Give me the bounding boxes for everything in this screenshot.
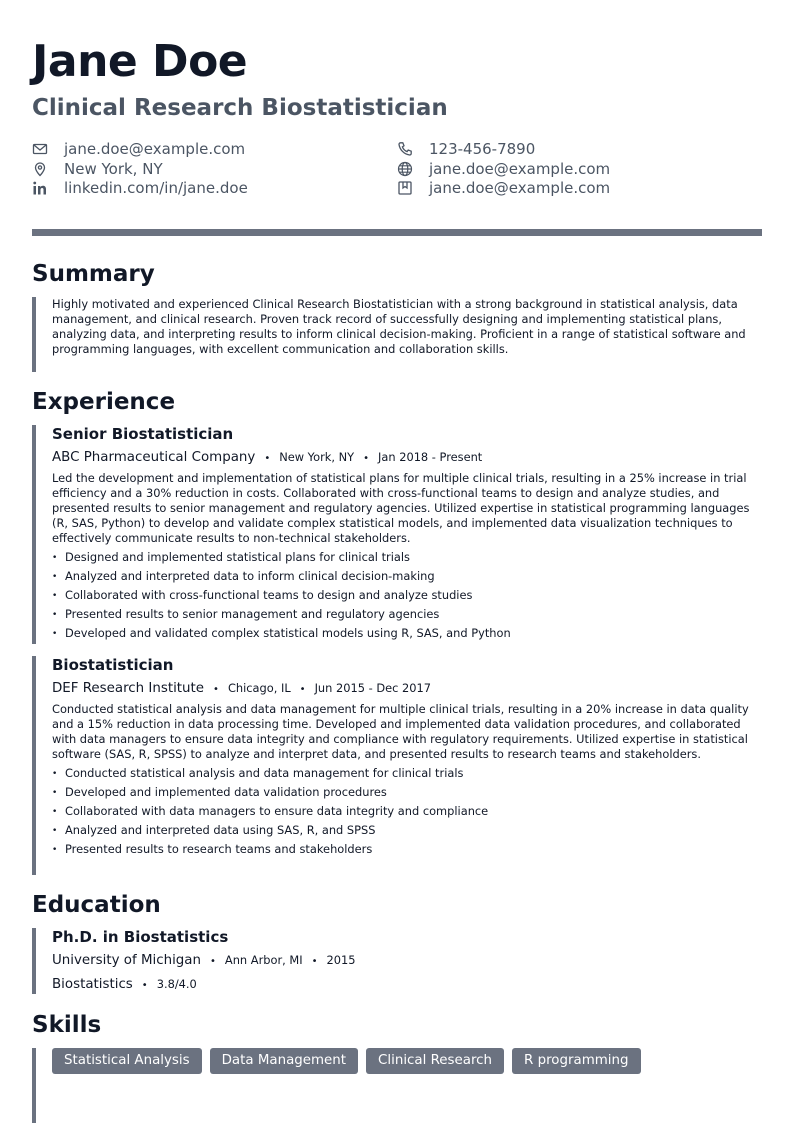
contact-linkedin[interactable]: [32, 179, 248, 198]
bullet-item: • Conducted statistical analysis and data management for clinical trials: [52, 766, 762, 781]
experience-dates: Jun 2015 - Dec 2017: [314, 681, 431, 695]
experience-bullets: [52, 766, 762, 857]
experience-item: [32, 656, 762, 875]
contact-email[interactable]: [32, 140, 248, 159]
education-gpa: 3.8/4.0: [156, 977, 197, 991]
experience-location: New York, NY: [279, 450, 355, 464]
phone-icon: [397, 141, 413, 157]
separator-dot: •: [363, 453, 370, 464]
education-field-row: [52, 975, 762, 995]
experience-description: Led the development and implementation of statistical plans for multiple clinical trials, resulting in a 25% increase in trial efficiency and a 30% reduction in costs. Collaborated with cross-functional teams to design and analyze studies, and presented results to senior management and regulatory agencies. Utilized expertise in statistical programming languages (R, SAS, Python) to develop and validate complex statistical models, and implemented data visualization techniques to effectively communicate results to non-technical stakeholders.: [52, 471, 750, 545]
skill-tag: Clinical Research: [366, 1048, 504, 1074]
education-year: 2015: [326, 953, 356, 967]
bullet-item: • Presented results to senior management and regulatory agencies: [52, 607, 762, 622]
separator-dot: •: [264, 453, 271, 464]
bookmark-icon: [397, 180, 413, 196]
experience-company: ABC Pharmaceutical Company: [52, 450, 256, 465]
contact-location: [32, 160, 248, 179]
education-school: University of Michigan: [52, 953, 202, 968]
bullet-item: • Developed and implemented data validation procedures: [52, 785, 762, 800]
education-field: Biostatistics: [52, 977, 133, 992]
contact-other-text: jane.doe@example.com: [429, 179, 611, 198]
experience-company: DEF Research Institute: [52, 681, 205, 696]
education-heading: Education: [32, 892, 161, 918]
skills-section: [32, 1048, 762, 1123]
linkedin-icon: [32, 180, 48, 196]
skill-tag: Data Management: [210, 1048, 358, 1074]
contact-phone[interactable]: [397, 140, 610, 159]
education-meta: [52, 951, 762, 971]
skill-tag: R programming: [512, 1048, 640, 1074]
summary-text: Highly motivated and experienced Clinical Research Biostatistician with a strong background in statistical analysis, data management, and clinical research. Proven track record of successfully designing and implementing statistical plans, analyzing data, and interpreting results to inform clinical decision-making. Proficient in a range of statistical software and programming languages, with excellent communication and collaboration skills.: [52, 297, 746, 356]
bullet-item: • Presented results to research teams and stakeholders: [52, 842, 762, 857]
education-location: Ann Arbor, MI: [224, 953, 303, 967]
experience-job-title: Senior Biostatistician: [52, 425, 234, 443]
summary-heading: Summary: [32, 261, 155, 287]
skills-tags: [52, 1048, 762, 1074]
contact-left: [32, 140, 248, 198]
candidate-name: Jane Doe: [32, 36, 248, 87]
globe-icon: [397, 161, 413, 177]
contact-website-text: jane.doe@example.com: [429, 159, 611, 178]
experience-job-title: Biostatistician: [52, 656, 174, 674]
bullet-item: • Collaborated with cross-functional teams to design and analyze studies: [52, 588, 762, 603]
bullet-item: • Analyzed and interpreted data to inform clinical decision-making: [52, 569, 762, 584]
experience-bullets: [52, 550, 762, 641]
experience-dates: Jan 2018 - Present: [378, 450, 483, 464]
skills-heading: Skills: [32, 1012, 102, 1038]
separator-dot: •: [141, 980, 148, 991]
education-item: [32, 928, 762, 994]
contact-location-text: New York, NY: [64, 159, 163, 178]
contact-website[interactable]: [397, 160, 610, 179]
experience-meta: [52, 448, 762, 468]
contact-email-text: jane.doe@example.com: [64, 140, 246, 159]
skill-tag: Statistical Analysis: [52, 1048, 202, 1074]
bullet-item: • Analyzed and interpreted data using SAS, R, and SPSS: [52, 823, 762, 838]
bullet-item: • Developed and validated complex statistical models using R, SAS, and Python: [52, 626, 762, 641]
contact-linkedin-text: linkedin.com/in/jane.doe: [64, 179, 248, 198]
header-divider: [32, 229, 762, 236]
experience-meta: [52, 679, 762, 699]
contact-phone-text: 123-456-7890: [429, 140, 536, 159]
education-degree: Ph.D. in Biostatistics: [52, 928, 229, 946]
experience-location: Chicago, IL: [227, 681, 291, 695]
contact-right: [397, 140, 610, 198]
contact-other[interactable]: [397, 179, 610, 198]
bullet-item: • Collaborated with data managers to ensure data integrity and compliance: [52, 804, 762, 819]
separator-dot: •: [299, 684, 306, 695]
separator-dot: •: [213, 684, 219, 695]
separator-dot: •: [210, 956, 216, 967]
bullet-item: • Designed and implemented statistical plans for clinical trials: [52, 550, 762, 565]
mail-icon: [32, 141, 48, 157]
experience-description: Conducted statistical analysis and data management for multiple clinical trials, resulting in a 20% increase in data quality and a 15% reduction in data processing time. Developed and implemented data validation procedures, and collaborated with data managers to ensure data integrity and compliance with regulatory requirements. Utilized expertise in statistical software (SAS, R, SPSS) to analyze and interpret data, and presented results to research teams and stakeholders.: [52, 702, 749, 761]
location-icon: [32, 161, 48, 177]
summary-section: [32, 297, 762, 372]
separator-dot: •: [311, 956, 318, 967]
experience-item: [32, 425, 762, 644]
job-title-heading: Clinical Research Biostatistician: [32, 95, 448, 121]
experience-heading: Experience: [32, 389, 176, 415]
